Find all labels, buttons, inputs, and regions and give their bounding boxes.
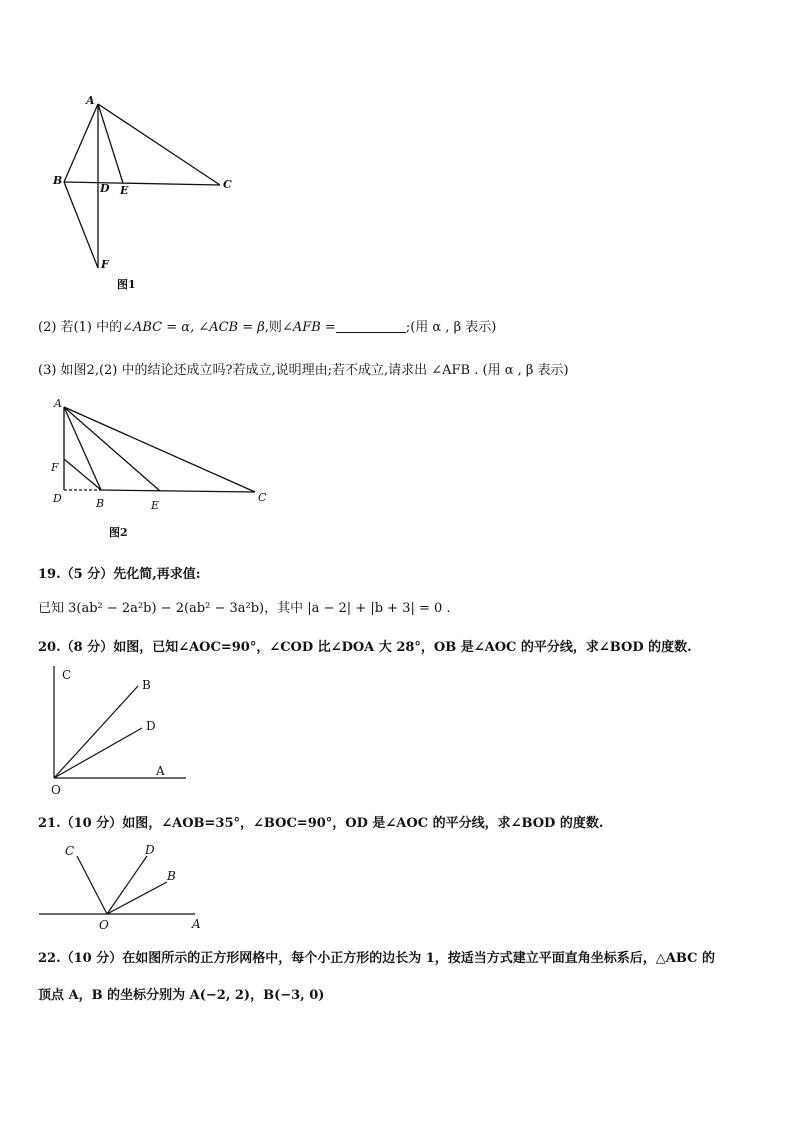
label-C: C bbox=[258, 491, 267, 504]
label-B: B bbox=[142, 678, 151, 692]
figure-1 bbox=[50, 90, 250, 325]
q19-heading: 19.（5 分）先化简,再求值: bbox=[38, 567, 201, 582]
label-E: E bbox=[120, 184, 129, 197]
q22-line-1: 22.（10 分）在如图所示的正方形网格中，每个小正方形的边长为 1，按适当方式建立平面直角坐标系后，△ABC 的 bbox=[38, 951, 715, 966]
label-C: C bbox=[62, 668, 72, 682]
q18-part-2 bbox=[38, 316, 496, 335]
label-C: C bbox=[65, 844, 75, 858]
label-D: D bbox=[146, 719, 156, 733]
q18-p2-target: ∠AFB = bbox=[281, 320, 336, 335]
label-D: D bbox=[53, 492, 62, 505]
q18-part-3: (3) 如图2,(2) 中的结论还成立吗?若成立,说明理由;若不成立,请求出 ∠AFB . (用 α , β 表示) bbox=[38, 363, 569, 378]
q18-p2-middle: ,则 bbox=[264, 320, 282, 335]
label-B: B bbox=[167, 869, 176, 883]
label-D: D bbox=[100, 182, 110, 195]
q18-p2-suffix: ;(用 α , β 表示) bbox=[405, 320, 497, 335]
label-D: D bbox=[145, 843, 155, 857]
label-A: A bbox=[54, 397, 62, 410]
q18-p2-formula: ∠ABC = α, ∠ACB = β bbox=[122, 320, 265, 335]
figure-1-caption: 图1 bbox=[117, 278, 136, 291]
label-B: B bbox=[53, 174, 63, 187]
figure-2-caption: 图2 bbox=[109, 526, 128, 539]
label-C: C bbox=[223, 178, 232, 191]
label-F: F bbox=[51, 461, 59, 474]
q19-expression: 已知 3(ab² − 2a²b) − 2(ab² − 3a²b)，其中 |a − 2| + |b + 3| = 0 . bbox=[38, 601, 451, 616]
label-O: O bbox=[99, 918, 109, 932]
label-E: E bbox=[151, 499, 160, 512]
label-O: O bbox=[51, 783, 61, 797]
q22-line-2: 顶点 A，B 的坐标分别为 A(−2, 2)，B(−3, 0) bbox=[38, 988, 325, 1003]
figure-q21 bbox=[35, 838, 215, 934]
label-A: A bbox=[156, 764, 165, 778]
q20-heading: 20.（8 分）如图，已知∠AOC=90°，∠COD 比∠DOA 大 28°，OB 是∠AOC 的平分线，求∠BOD 的度数. bbox=[38, 640, 692, 655]
label-A: A bbox=[86, 94, 95, 107]
q18-p2-prefix: (2) 若(1) 中的 bbox=[38, 320, 123, 335]
answer-blank bbox=[336, 320, 406, 333]
figure-q20 bbox=[40, 660, 200, 800]
label-B: B bbox=[96, 497, 105, 510]
figure-2 bbox=[45, 395, 285, 545]
label-F: F bbox=[101, 258, 109, 271]
q21-heading: 21.（10 分）如图，∠AOB=35°，∠BOC=90°，OD 是∠AOC 的平分线，求∠BOD 的度数. bbox=[38, 816, 604, 831]
label-A: A bbox=[192, 917, 201, 931]
